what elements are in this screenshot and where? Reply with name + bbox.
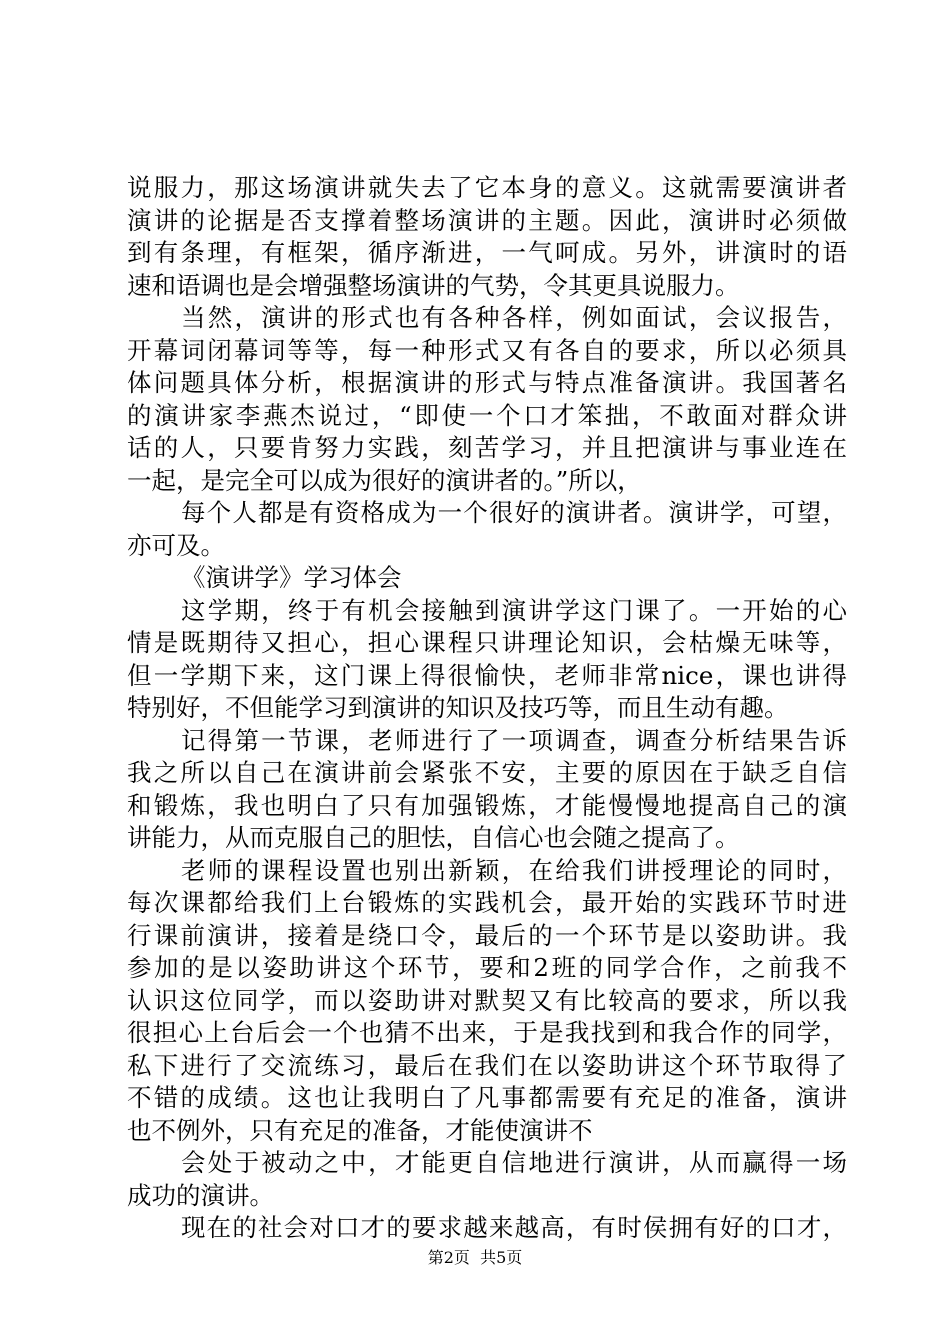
text-line: 会处于被动之中，才能更自信地进行演讲，从而赢得一场 (181, 1148, 847, 1177)
text-line: 参加的是以姿助讲这个环节，要和2班的同学合作，之前我不 (127, 953, 847, 982)
text-line: 到有条理，有框架，循序渐进，一气呵成。另外，讲演时的语 (127, 238, 847, 267)
text-line: 不错的成绩。这也让我明白了凡事都需要有充足的准备，演讲 (127, 1083, 847, 1112)
text-line: 讲能力，从而克服自己的胆怯，自信心也会随之提高了。 (127, 823, 740, 852)
text-line: 体问题具体分析，根据演讲的形式与特点准备演讲。我国著名 (127, 368, 847, 397)
text-line: 说服力，那这场演讲就失去了它本身的意义。这就需要演讲者 (127, 173, 847, 202)
text-line: 一起，是完全可以成为很好的演讲者的。”所以， (127, 465, 642, 495)
text-line: 现在的社会对口才的要求越来越高，有时侯拥有好的口才， (181, 1213, 847, 1242)
text-line: 每个人都是有资格成为一个很好的演讲者。演讲学，可望， (181, 498, 847, 527)
text-line: 演讲的论据是否支撑着整场演讲的主题。因此，演讲时必须做 (127, 205, 847, 235)
text-line: 情是既期待又担心，担心课程只讲理论知识，会枯燥无味等， (127, 628, 847, 657)
text-line: 和锻炼，我也明白了只有加强锻炼，才能慢慢地提高自己的演 (127, 790, 847, 820)
text-line: 当然，演讲的形式也有各种各样，例如面试，会议报告， (181, 303, 847, 332)
text-line: 行课前演讲，接着是绕口令，最后的一个环节是以姿助讲。我 (127, 920, 847, 950)
text-line: 的演讲家李燕杰说过，“即使一个口才笨拙，不敢面对群众讲 (127, 400, 847, 430)
text-line: 很担心上台后会一个也猜不出来，于是我找到和我合作的同学， (127, 1018, 847, 1047)
text-line: 成功的演讲。 (127, 1180, 274, 1210)
text-line: 速和语调也是会增强整场演讲的气势，令其更具说服力。 (127, 270, 740, 300)
text-line: 老师的课程设置也别出新颖，在给我们讲授理论的同时， (181, 855, 847, 885)
text-line: 话的人，只要肯努力实践，刻苦学习，并且把演讲与事业连在 (127, 433, 847, 462)
text-line: 私下进行了交流练习，最后在我们在以姿助讲这个环节取得了 (127, 1050, 847, 1080)
page-number: 第2页 共5页 (427, 1248, 523, 1267)
page-footer (0, 1248, 950, 1268)
text-line: 亦可及。 (127, 530, 225, 560)
body-text (127, 172, 847, 1245)
text-line: 我之所以自己在演讲前会紧张不安，主要的原因在于缺乏自信 (127, 758, 847, 787)
text-line: 记得第一节课，老师进行了一项调查，调查分析结果告诉 (181, 725, 847, 755)
text-line: 每次课都给我们上台锻炼的实践机会，最开始的实践环节时进 (127, 888, 847, 917)
text-line: 这学期，终于有机会接触到演讲学这门课了。一开始的心 (181, 595, 847, 625)
text-line: 但一学期下来，这门课上得很愉快，老师非常nice，课也讲得 (127, 660, 847, 690)
text-line: 也不例外，只有充足的准备，才能使演讲不 (127, 1115, 593, 1145)
text-line: 开幕词闭幕词等等，每一种形式又有各自的要求，所以必须具 (127, 335, 847, 365)
text-line: 认识这位同学，而以姿助讲对默契又有比较高的要求，所以我 (127, 985, 847, 1015)
text-line: 特别好，不但能学习到演讲的知识及技巧等，而且生动有趣。 (127, 693, 789, 722)
text-line: 《演讲学》学习体会 (181, 563, 402, 592)
